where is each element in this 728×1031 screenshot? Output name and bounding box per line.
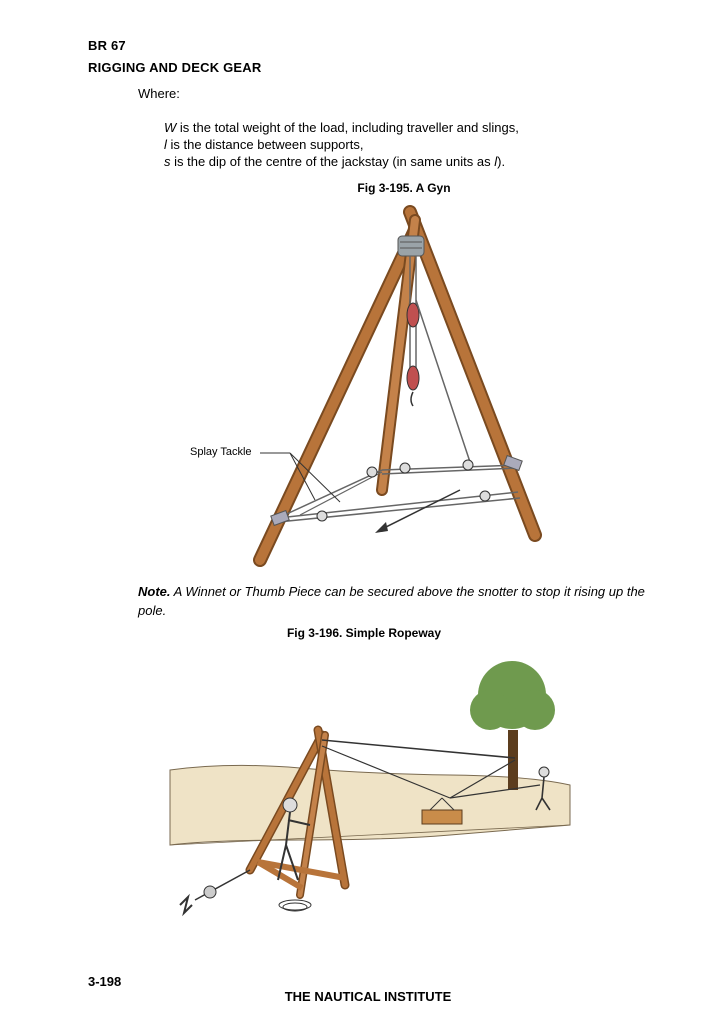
definition-s-end: ). [497,154,506,169]
symbol-l-ref: l [494,154,498,169]
symbol-w: W [164,120,177,135]
document-code: BR 67 [88,38,126,53]
document-title: RIGGING AND DECK GEAR [88,60,262,75]
definition-s [164,153,519,170]
definition-list [164,119,519,170]
definition-l-text: is the distance between supports, [166,137,364,152]
definition-w-text: is the total weight of the load, including traveller and slings, [176,120,519,135]
figure-caption-gyn: Fig 3-195. A Gyn [357,181,451,195]
note-paragraph [138,582,668,620]
gyn-illustration [160,200,560,575]
page-number: 3-198 [88,974,122,989]
where-intro: Where: [138,86,180,101]
splay-tackle-label: Splay Tackle [190,446,252,458]
note-text: A Winnet or Thumb Piece can be secured above the snotter to stop it rising up the pole. [138,584,645,618]
definition-s-text: is the dip of the centre of the jackstay (in same units as [170,154,495,169]
figure-caption-ropeway: Fig 3-196. Simple Ropeway [286,626,442,640]
ropeway-illustration [150,650,580,950]
symbol-l: l [164,137,167,152]
note-lead: Note. [138,584,171,599]
publisher-footer: THE NAUTICAL INSTITUTE [284,989,452,1004]
symbol-s: s [164,154,171,169]
definition-w [164,119,519,136]
definition-l [164,136,519,153]
